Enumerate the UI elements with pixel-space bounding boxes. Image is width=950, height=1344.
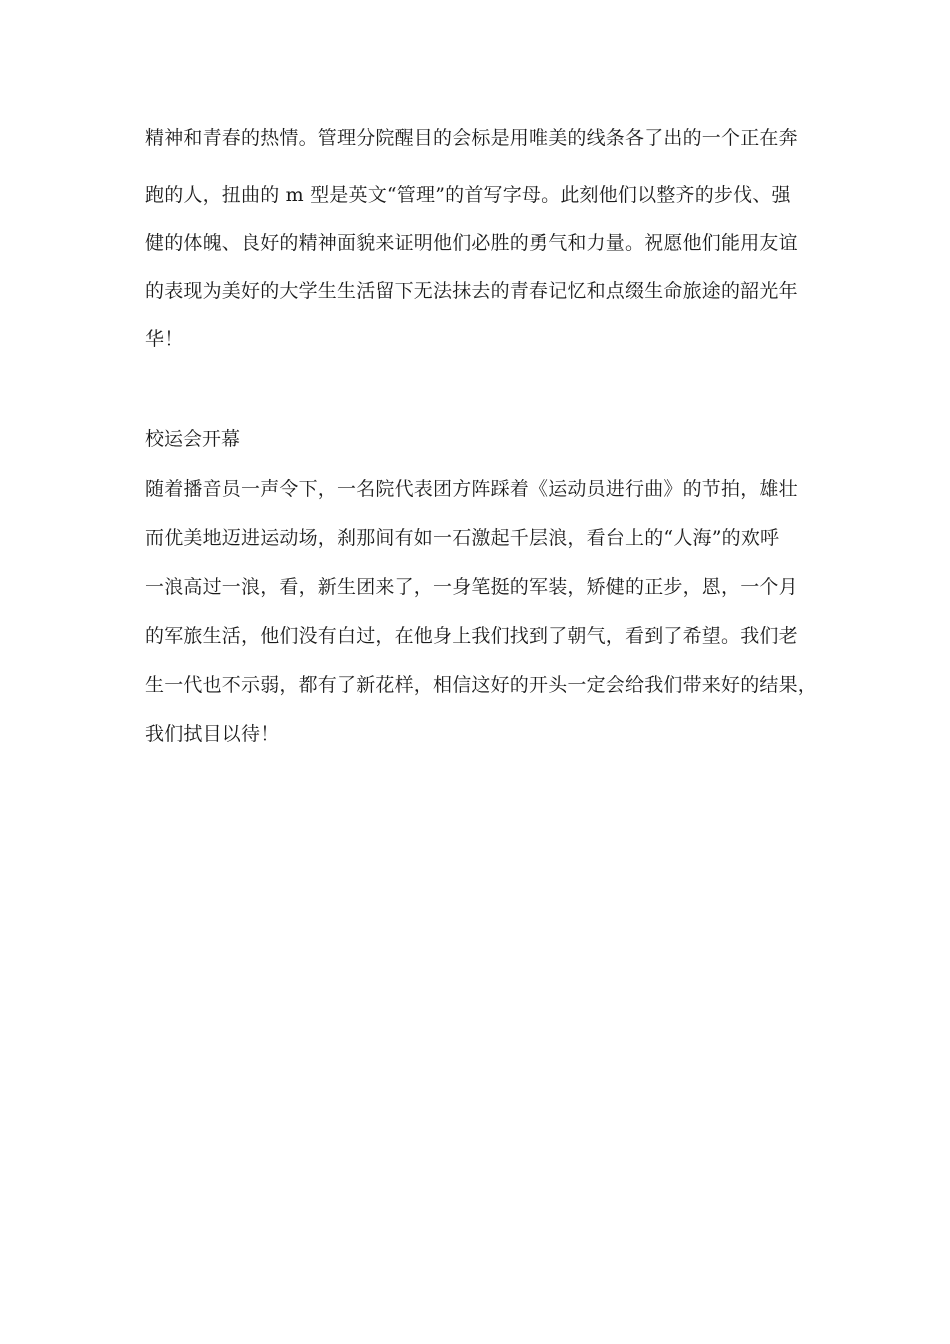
paragraph-1-line-3: 健的体魄、良好的精神面貌来证明他们必胜的勇气和力量。祝愿他们能用友谊	[145, 232, 798, 254]
paragraph-1-line-4: 的表现为美好的大学生生活留下无法抹去的青春记忆和点缀生命旅途的韶光年	[145, 280, 798, 302]
paragraph-1-line-1: 精神和青春的热情。管理分院醒目的会标是用唯美的线条各了出的一个正在奔	[145, 127, 798, 149]
paragraph-2-line-2: 而优美地迈进运动场，刹那间有如一石激起千层浪，看台上的“人海”的欢呼	[145, 527, 780, 549]
paragraph-2-line-6: 我们拭目以待！	[145, 723, 280, 745]
paragraph-2-line-1: 随着播音员一声令下，一名院代表团方阵踩着《运动员进行曲》的节拍，雄壮	[145, 478, 798, 500]
paragraph-2-line-3: 一浪高过一浪，看，新生团来了，一身笔挺的军装，矫健的正步，恩，一个月	[145, 576, 798, 598]
paragraph-1-line-2: 跑的人，扭曲的 m 型是英文“管理”的首写字母。此刻他们以整齐的步伐、强	[145, 184, 791, 206]
paragraph-1-line-5: 华！	[145, 328, 184, 350]
section-title: 校运会开幕	[145, 428, 241, 450]
paragraph-2-line-5: 生一代也不示弱，都有了新花样，相信这好的开头一定会给我们带来好的结果，	[145, 674, 818, 696]
paragraph-2-line-4: 的军旅生活，他们没有白过，在他身上我们找到了朝气，看到了希望。我们老	[145, 625, 798, 647]
